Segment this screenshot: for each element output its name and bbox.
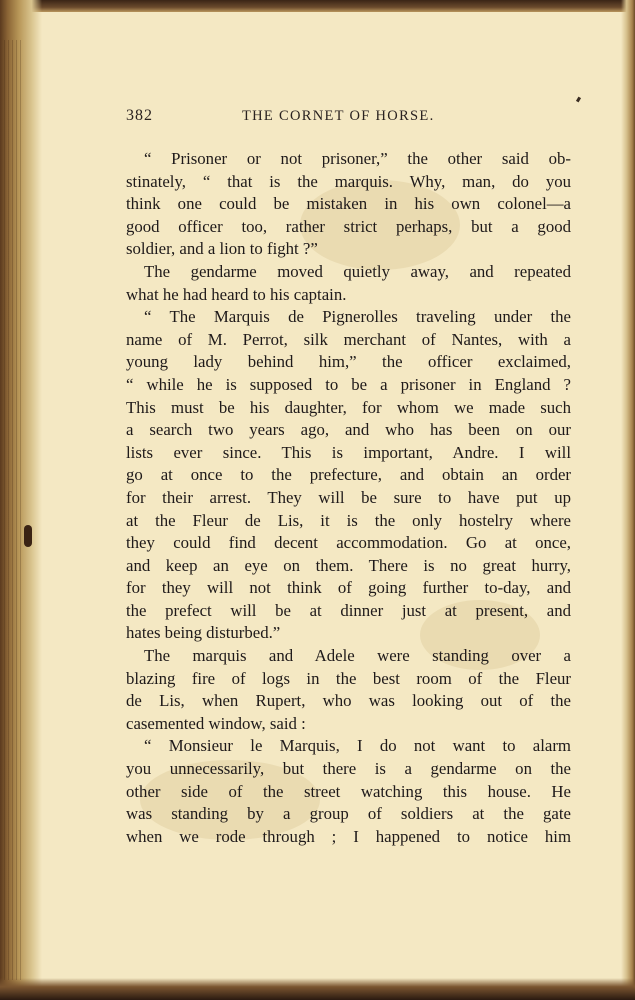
text-line: The marquis and Adele were standing over a — [144, 646, 571, 666]
page-bottom-edge — [0, 978, 635, 1000]
text-line: a search two years ago, and who has been on our — [126, 420, 571, 440]
text-line: and keep an eye on them. There is no great hurry, — [126, 555, 571, 575]
ink-mark — [576, 97, 581, 103]
text-line: casemented window, said : — [126, 713, 306, 733]
body-text — [126, 148, 571, 848]
text-line: lists ever since. This is important, Andre. I will — [126, 442, 571, 462]
running-header — [126, 107, 566, 131]
binding-mark — [24, 525, 32, 547]
text-line: for they will not think of going further to-day, and — [126, 578, 571, 598]
text-line: blazing fire of logs in the best room of the Fleur — [126, 668, 571, 688]
text-line: de Lis, when Rupert, who was looking out of the — [126, 691, 571, 711]
text-line: The gendarme moved quietly away, and repeated — [144, 261, 571, 281]
text-line: other side of the street watching this house. He — [126, 781, 571, 801]
page-right-edge — [621, 0, 635, 1000]
text-line: what he had heard to his captain. — [126, 284, 347, 304]
text-line: name of M. Perrot, silk merchant of Nantes, with a — [126, 329, 571, 349]
text-line: was standing by a group of soldiers at the gate — [126, 804, 571, 824]
text-line: for their arrest. They will be sure to have put up — [126, 487, 571, 507]
text-line: at the Fleur de Lis, it is the only hostelry where — [126, 510, 571, 530]
page-top-edge — [0, 0, 635, 12]
text-line: the prefect will be at dinner just at present, and — [126, 600, 571, 620]
text-line: you unnecessarily, but there is a gendarme on the — [126, 759, 571, 779]
text-line: “ while he is supposed to be a prisoner in England ? — [126, 374, 571, 394]
text-line: when we rode through ; I happened to notice him — [126, 826, 571, 846]
text-line: good officer too, rather strict perhaps, but a good — [126, 216, 571, 236]
text-line: “ Prisoner or not prisoner,” the other said ob- — [144, 149, 571, 168]
text-line: stinately, “ that is the marquis. Why, man, do you — [126, 171, 571, 191]
page-stack-lines — [4, 40, 22, 980]
text-line: “ The Marquis de Pignerolles traveling under the — [144, 307, 571, 327]
text-line: “ Monsieur le Marquis, I do not want to alarm — [144, 736, 571, 756]
text-line: they could find decent accommodation. Go at once, — [126, 533, 571, 553]
text-line: think one could be mistaken in his own colonel—a — [126, 194, 571, 214]
text-line: hates being disturbed.” — [126, 623, 281, 643]
text-line: soldier, and a lion to fight ?” — [126, 239, 318, 259]
page-number: 382 — [126, 107, 153, 124]
binding-gutter — [0, 0, 42, 1000]
text-line: young lady behind him,” the officer exclaimed, — [126, 352, 571, 372]
running-title: THE CORNET OF HORSE. — [242, 108, 435, 124]
text-line: go at once to the prefecture, and obtain an order — [126, 465, 571, 485]
text-line: This must be his daughter, for whom we made such — [126, 397, 571, 417]
